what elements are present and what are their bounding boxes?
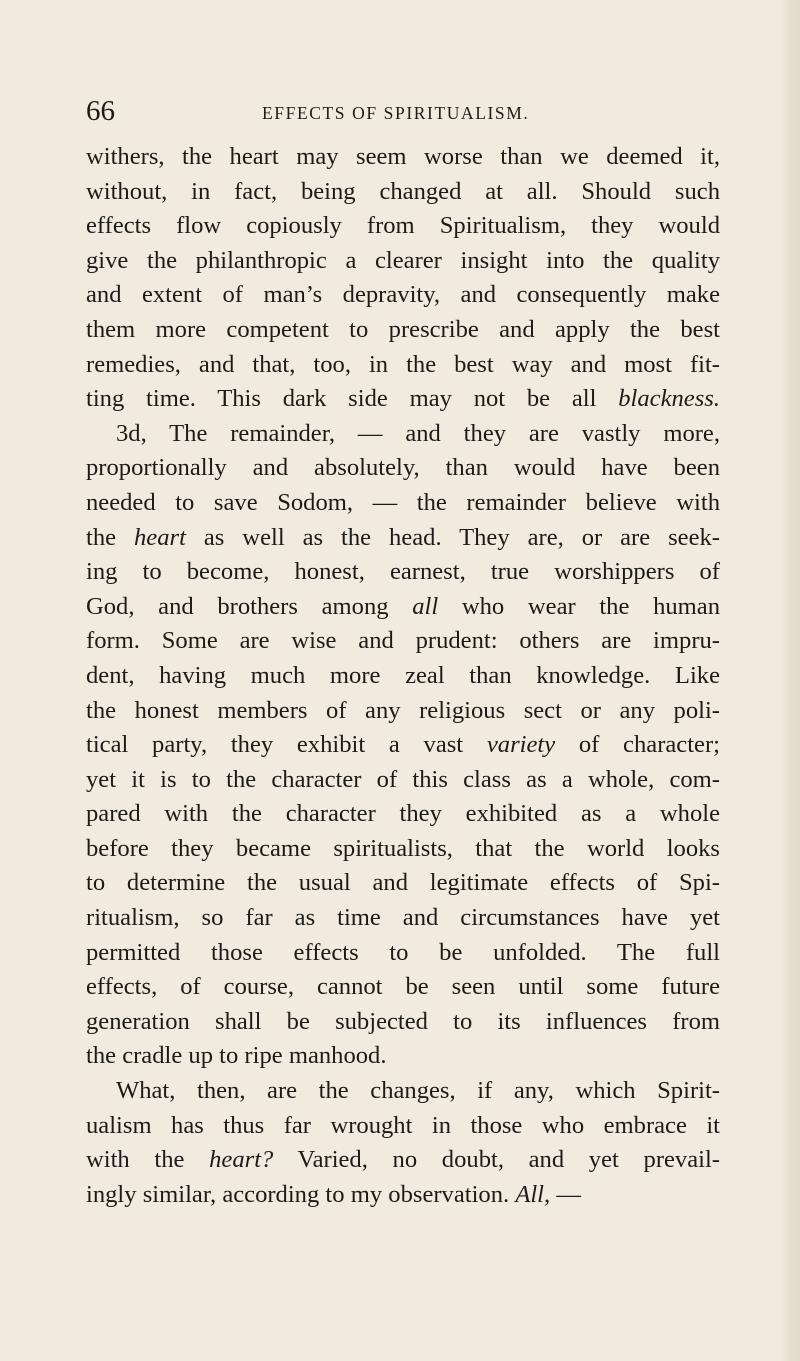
body-text [86,140,720,1212]
text-line: withers, the heart may seem worse than we deemed it, [86,143,720,170]
text-line: dent, having much more zeal than knowledge. Like [86,661,720,689]
text-line: and extent of man’s depravity, and consequently make [86,281,720,309]
text-segment: tical party, they exhibit a vast [86,731,487,759]
text-line: effects flow copiously from Spiritualism, they would [86,212,720,240]
text-line: needed to save Sodom, — the remainder believe with [86,488,720,516]
italic-word: All, [515,1180,551,1208]
text-line [86,1143,720,1178]
text-segment: as well as the head. They are, or are seek- [185,523,720,551]
text-line: ritualism, so far as time and circumstances have yet [86,904,720,932]
italic-word: heart [134,523,186,551]
italic-word: variety [486,731,556,759]
text-line: remedies, and that, too, in the best way and most fit- [86,350,720,378]
text-line [86,728,720,763]
text-line: give the philanthropic a clearer insight into the quality [86,246,720,274]
text-line: 3d, The remainder, — and they are vastly more, [116,419,720,447]
text-segment: God, and brothers among [86,592,413,620]
italic-word: all [412,592,439,620]
italic-word: heart? [209,1146,274,1174]
text-segment: ting time. This dark side may not be all [86,385,619,413]
text-line: ualism has thus far wrought in those who embrace it [86,1111,720,1139]
page-number: 66 [86,95,115,127]
text-line: the honest members of any religious sect or any poli- [86,696,720,724]
text-segment: ingly similar, according to my observation. [86,1180,516,1208]
text-segment: — [550,1180,581,1208]
text-line: effects, of course, cannot be seen until some future [86,973,720,1001]
text-line [86,590,720,625]
page-edge-shadow [780,0,800,1361]
text-segment: Varied, no doubt, and yet prevail- [273,1146,720,1174]
italic-word: blackness. [618,385,720,413]
text-line: ing to become, honest, earnest, true worshippers of [86,558,720,586]
text-segment: the [86,523,134,551]
text-line: pared with the character they exhibited as a whole [86,800,720,828]
text-line: to determine the usual and legitimate effects of Spi- [86,869,720,897]
text-segment: with the [86,1146,210,1174]
text-line [86,521,720,556]
text-line: proportionally and absolutely, than would have been [86,454,720,482]
text-line: generation shall be subjected to its influences from [86,1007,720,1035]
text-line: them more competent to prescribe and apply the best [86,315,720,343]
text-line: form. Some are wise and prudent: others are impru- [86,627,720,655]
text-segment: who wear the human [438,592,720,620]
text-line [86,382,720,417]
text-line: the cradle up to ripe manhood. [86,1042,387,1070]
text-line: before they became spiritualists, that the world looks [86,834,720,862]
text-line [86,1178,720,1213]
running-head: EFFECTS OF SPIRITUALISM. [262,103,530,123]
text-line: permitted those effects to be unfolded. The full [86,938,720,966]
text-line: without, in fact, being changed at all. Should such [86,177,720,205]
text-line: What, then, are the changes, if any, which Spirit- [116,1077,720,1105]
text-segment: of character; [555,731,720,759]
page-header [86,94,720,130]
text-line: yet it is to the character of this class as a whole, com- [86,765,720,793]
